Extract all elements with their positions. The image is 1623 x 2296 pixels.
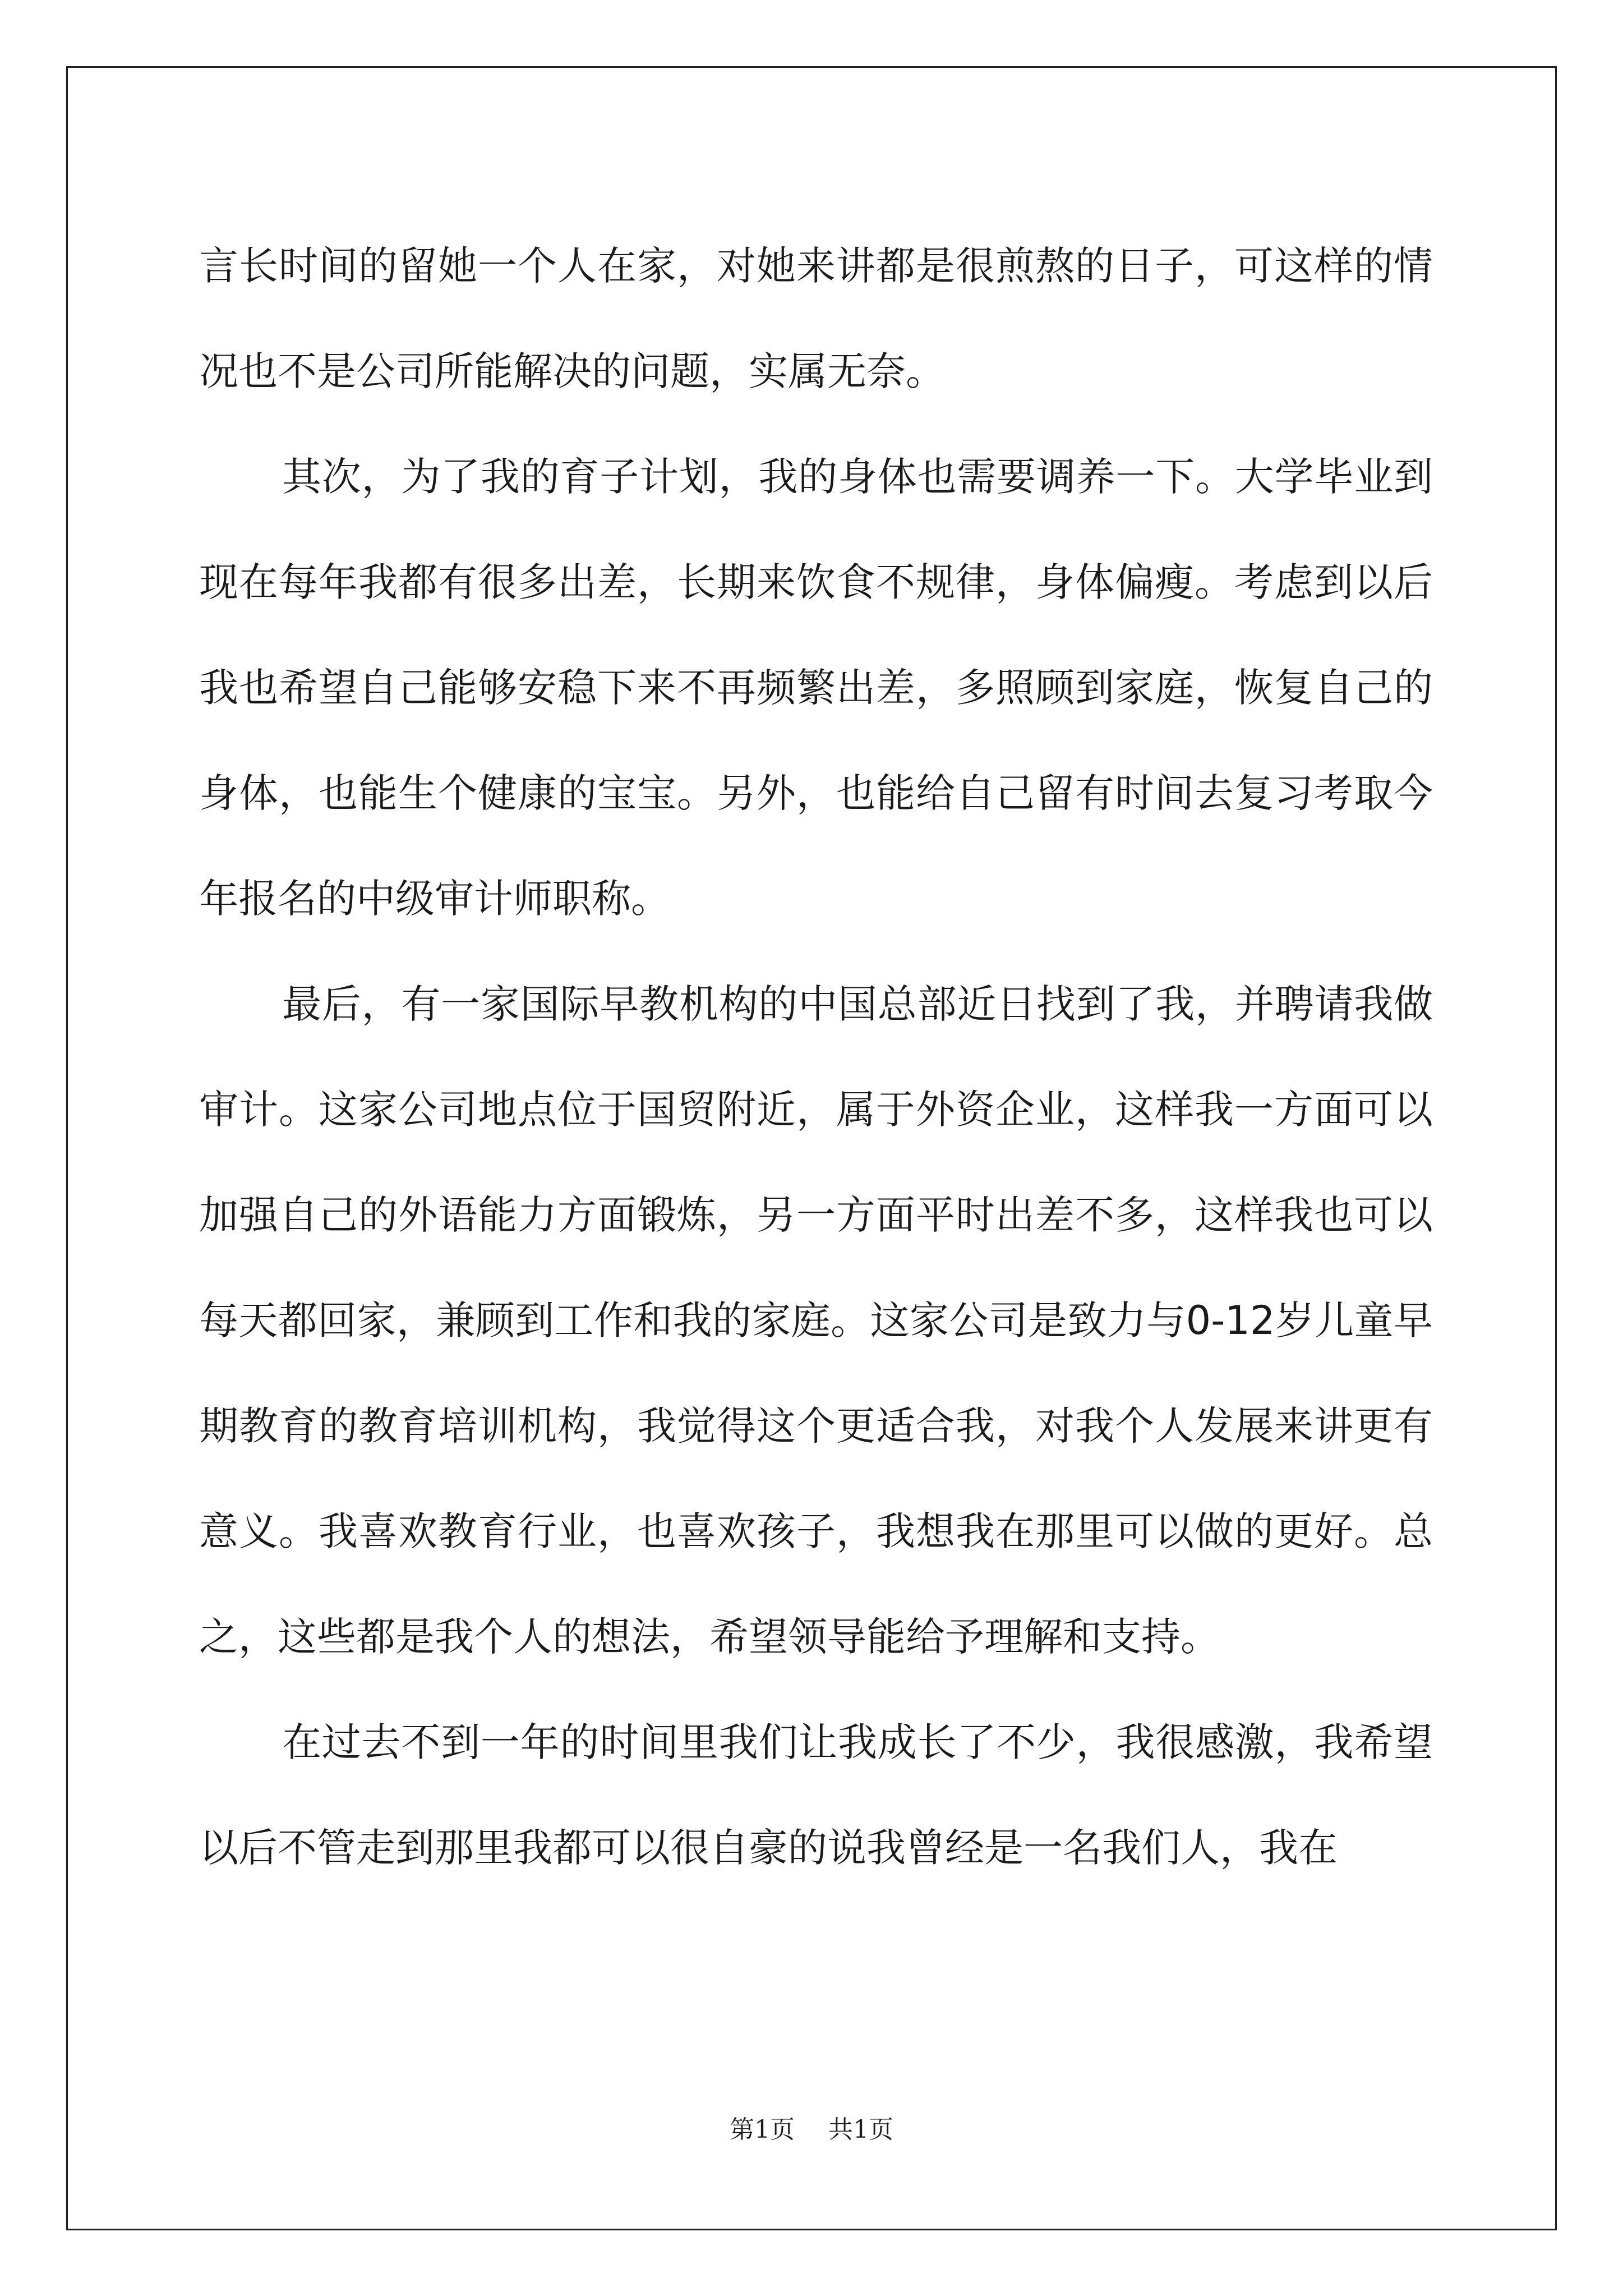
paragraph-3: 最后，有一家国际早教机构的中国总部近日找到了我，并聘请我做审计。这家公司地点位于国贸附近，属于外资企业，这样我一方面可以加强自己的外语能力方面锻炼，另一方面平时出差不多，这样我也可以每天都回家，兼顾到工作和我的家庭。这家公司是致力与0-12岁儿童早期教育的教育培训机构，我觉得这个更适合我，对我个人发展来讲更有意义。我喜欢教育行业，也喜欢孩子，我想我在那里可以做的更好。总之，这些都是我个人的想法，希望领导能给予理解和支持。 [199,981,1433,1660]
paragraph-2: 其次，为了我的育子计划，我的身体也需要调养一下。大学毕业到现在每年我都有很多出差，长期来饮食不规律，身体偏瘦。考虑到以后我也希望自己能够安稳下来不再频繁出差，多照顾到家庭，恢复自己的身体，也能生个健康的宝宝。另外，也能给自己留有时间去复习考取今年报名的中级审计师职称。 [199,454,1433,922]
document-body [199,213,1433,1901]
page-total: 共1页 [828,2115,893,2144]
page-number: 第1页 [730,2115,795,2144]
page-footer [0,2109,1623,2145]
paragraph-1: 言长时间的留她一个人在家，对她来讲都是很煎熬的日子，可这样的情况也不是公司所能解决的问题，实属无奈。 [199,243,1433,394]
paragraph-4: 在过去不到一年的时间里我们让我成长了不少，我很感激，我希望以后不管走到那里我都可以很自豪的说我曾经是一名我们人，我在 [199,1719,1433,1871]
